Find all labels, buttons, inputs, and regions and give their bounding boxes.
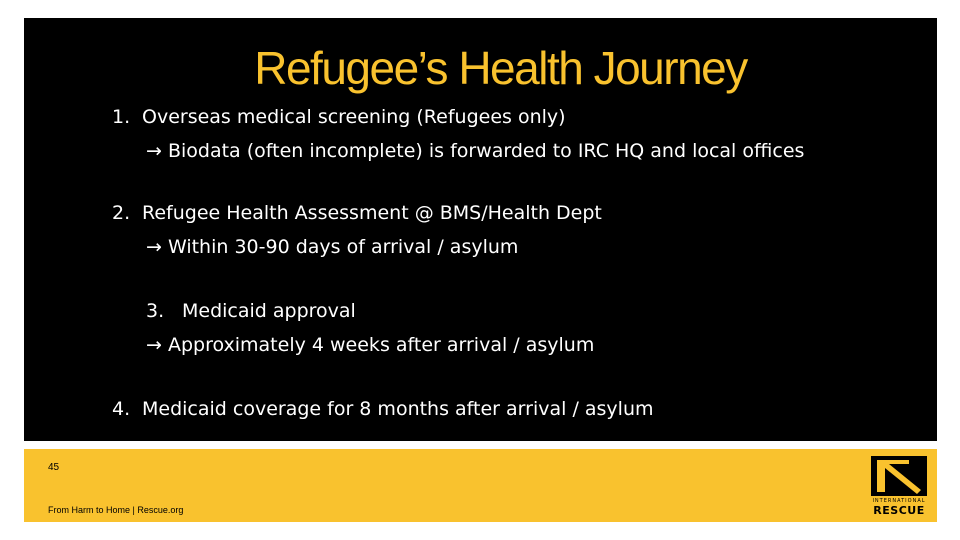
item-text: Overseas medical screening (Refugees only) bbox=[142, 106, 566, 128]
item-text: Medicaid coverage for 8 months after arrival / asylum bbox=[142, 398, 654, 420]
list-item bbox=[112, 200, 602, 260]
item-text: Medicaid approval bbox=[182, 300, 356, 322]
page-number: 45 bbox=[48, 462, 60, 473]
slide-content bbox=[24, 18, 937, 441]
item-number: 4. bbox=[112, 398, 131, 420]
list-item bbox=[146, 298, 594, 358]
item-text: Refugee Health Assessment @ BMS/Health Dept bbox=[142, 202, 602, 224]
list-item bbox=[112, 104, 804, 164]
irc-logo-icon bbox=[871, 456, 927, 496]
footer-bar bbox=[24, 449, 937, 522]
irc-logo bbox=[871, 456, 927, 520]
item-detail: → Within 30-90 days of arrival / asylum bbox=[146, 236, 519, 258]
list-item bbox=[112, 396, 654, 422]
footer-tagline: From Harm to Home | Rescue.org bbox=[48, 505, 184, 515]
logo-small-text: INTERNATIONAL bbox=[872, 498, 926, 504]
item-number: 2. bbox=[112, 202, 131, 224]
journey-list bbox=[24, 18, 937, 441]
item-detail: → Biodata (often incomplete) is forwarded to IRC HQ and local offices bbox=[146, 140, 805, 162]
item-number: 1. bbox=[112, 106, 131, 128]
logo-big-text: RESCUE bbox=[873, 504, 925, 517]
item-detail: → Approximately 4 weeks after arrival / asylum bbox=[146, 334, 595, 356]
item-number: 3. bbox=[146, 300, 165, 322]
slide-title: Refugee’s Health Journey bbox=[254, 42, 747, 94]
